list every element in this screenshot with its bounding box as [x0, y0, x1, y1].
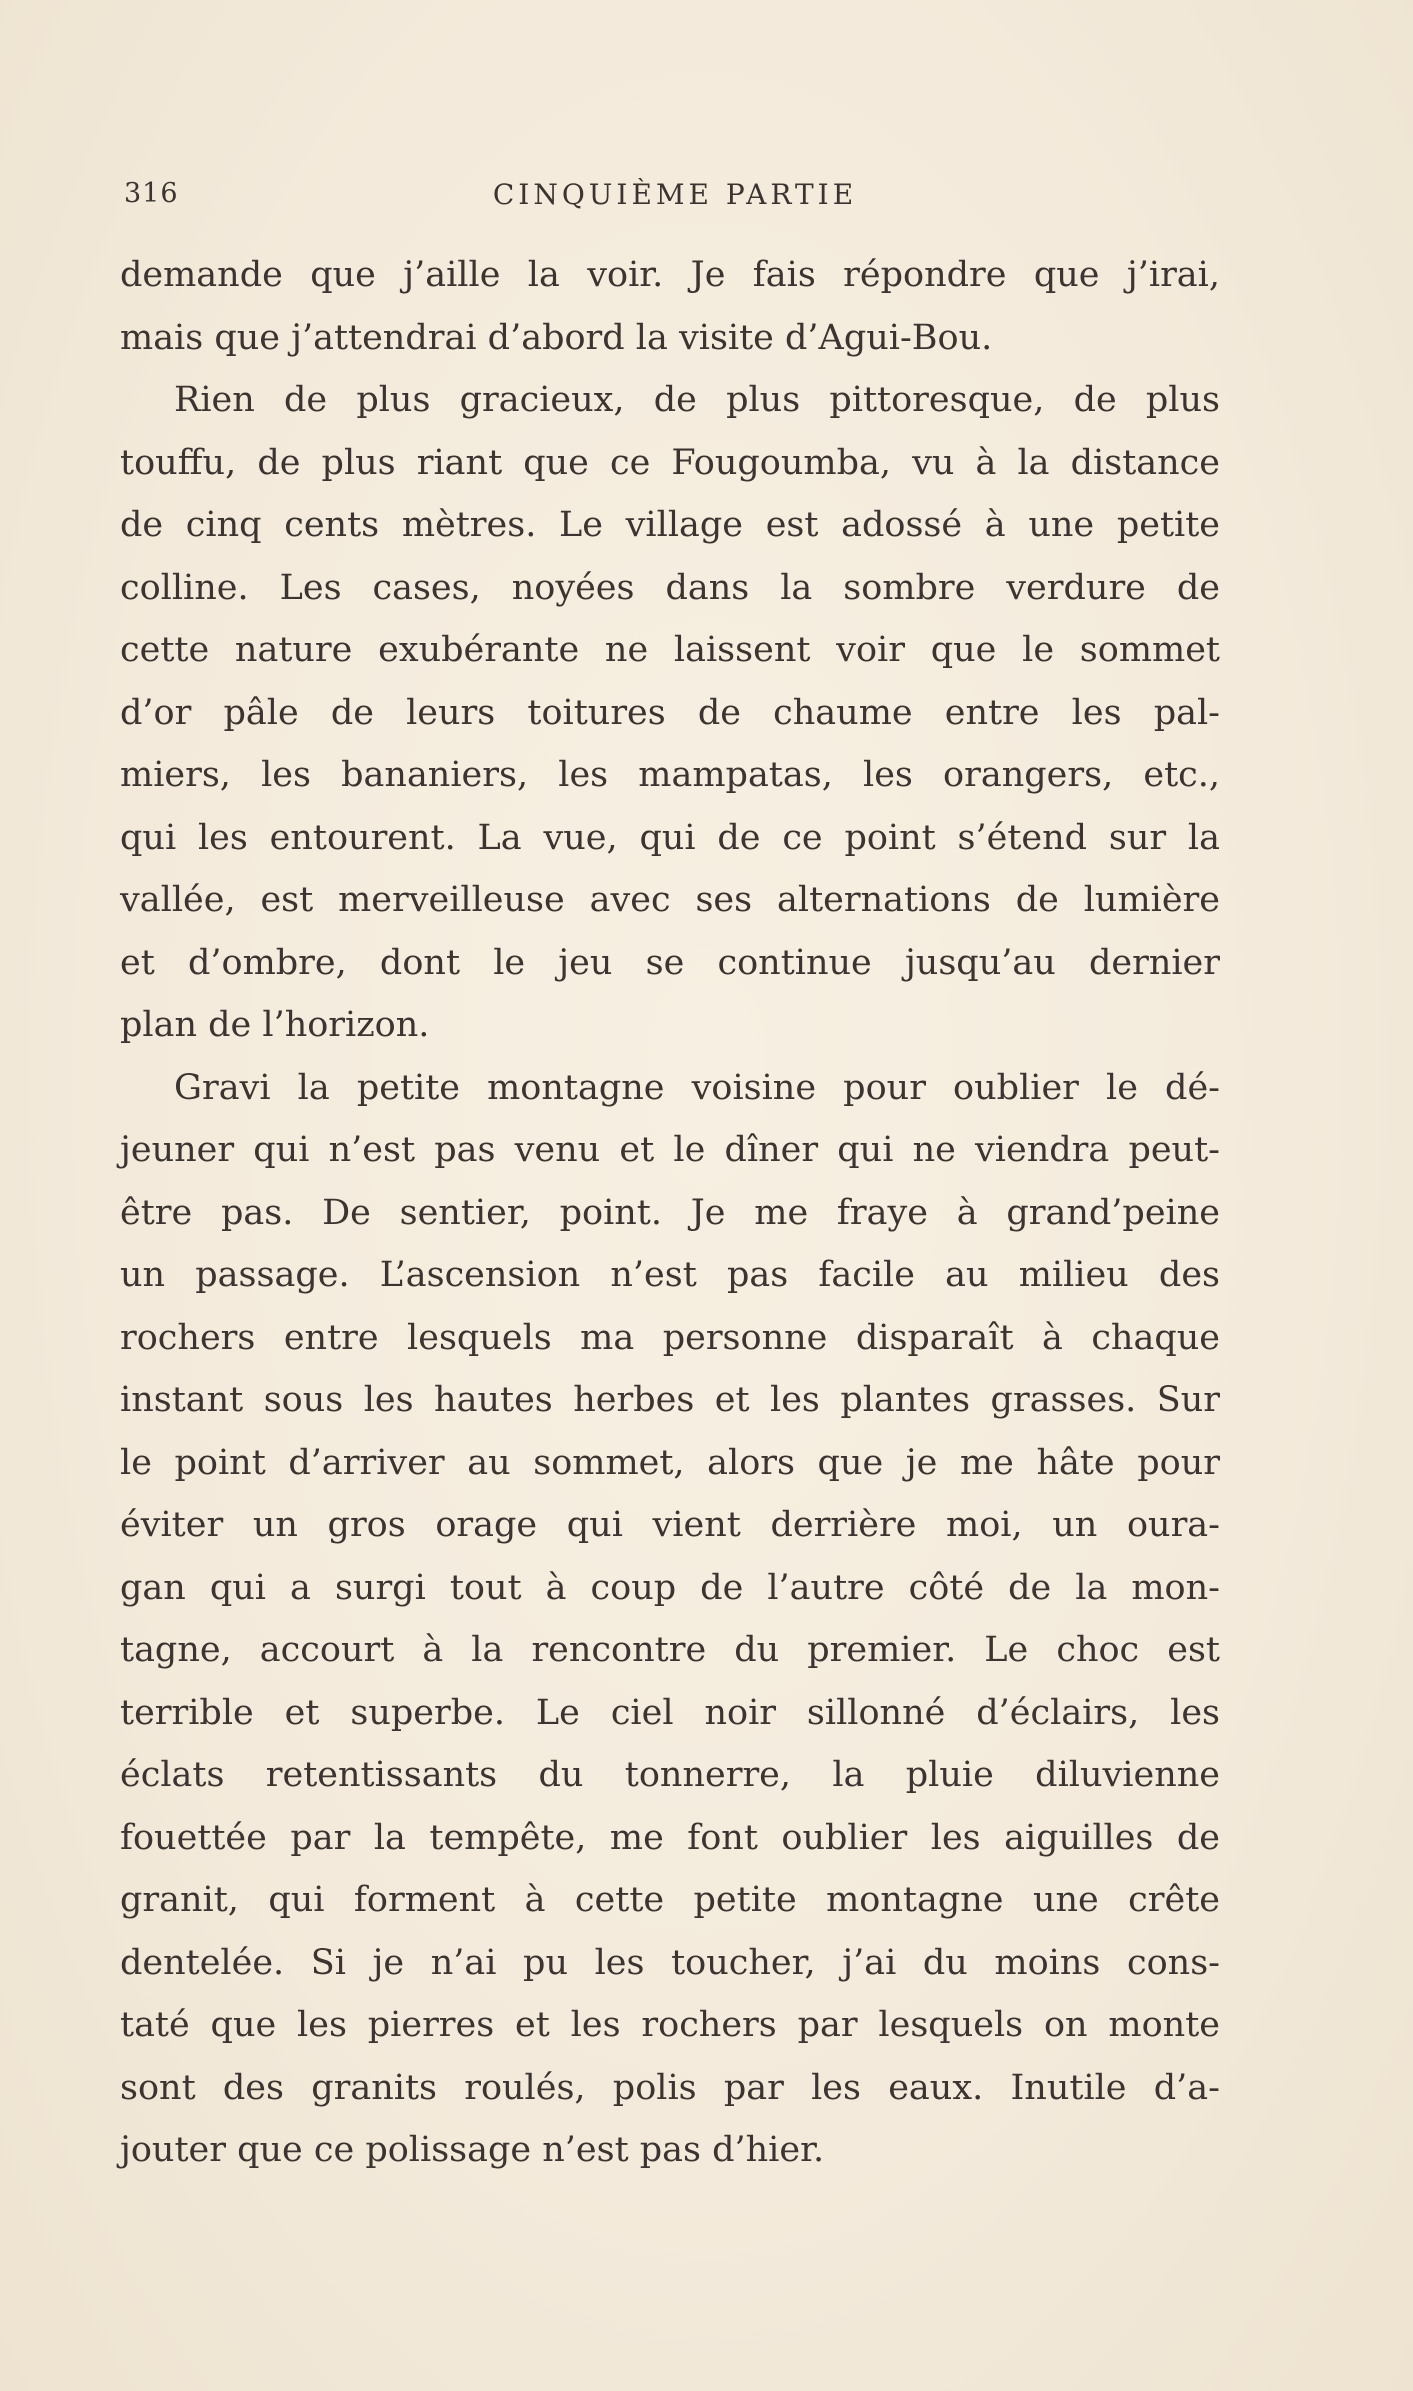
- text-line: gan qui a surgi tout à coup de l’autre côté de la mon-: [120, 1567, 1220, 1608]
- text-line: éclats retentissants du tonnerre, la pluie diluvienne: [120, 1755, 1220, 1795]
- text-line: terrible et superbe. Le ciel noir sillonné d’éclairs, les: [120, 1692, 1220, 1733]
- page-header: [120, 178, 1230, 222]
- text-line: et d’ombre, dont le jeu se continue jusqu’au dernier: [120, 942, 1220, 983]
- text-line: sont des granits roulés, polis par les eaux. Inutile d’a-: [120, 2067, 1220, 2108]
- text-line: éviter un gros orage qui vient derrière moi, un oura-: [120, 1505, 1220, 1545]
- text-line: le point d’arriver au sommet, alors que je me hâte pour: [120, 1442, 1220, 1483]
- text-line: qui les entourent. La vue, qui de ce point s’étend sur la: [120, 817, 1220, 858]
- text-line: jouter que ce polissage n’est pas d’hier.: [120, 2130, 825, 2170]
- text-line: touffu, de plus riant que ce Fougoumba, vu à la distance: [120, 442, 1220, 483]
- text-line: instant sous les hautes herbes et les plantes grasses. Sur: [120, 1380, 1220, 1420]
- text-line: vallée, est merveilleuse avec ses alternations de lumière: [120, 880, 1220, 920]
- text-line: de cinq cents mètres. Le village est adossé à une petite: [120, 505, 1220, 545]
- text-line: taté que les pierres et les rochers par lesquels on monte: [120, 2005, 1220, 2045]
- body-text: [120, 244, 1220, 2182]
- text-line: être pas. De sentier, point. Je me fraye à grand’peine: [120, 1192, 1220, 1233]
- text-line: granit, qui forment à cette petite montagne une crête: [120, 1880, 1220, 1920]
- text-line: Rien de plus gracieux, de plus pittoresque, de plus: [174, 380, 1220, 420]
- running-head: CINQUIÈME PARTIE: [492, 178, 858, 211]
- text-line: d’or pâle de leurs toitures de chaume entre les pal-: [120, 692, 1220, 733]
- text-line: tagne, accourt à la rencontre du premier. Le choc est: [120, 1630, 1220, 1670]
- text-line: mais que j’attendrai d’abord la visite d’Agui-Bou.: [120, 317, 993, 358]
- text-line: rochers entre lesquels ma personne disparaît à chaque: [120, 1317, 1220, 1358]
- text-line: un passage. L’ascension n’est pas facile au milieu des: [120, 1255, 1220, 1295]
- text-line: colline. Les cases, noyées dans la sombre verdure de: [120, 567, 1220, 608]
- text-line: jeuner qui n’est pas venu et le dîner qui ne viendra peut-: [120, 1130, 1220, 1170]
- text-line: fouettée par la tempête, me font oublier les aiguilles de: [120, 1817, 1220, 1858]
- text-line: plan de l’horizon.: [120, 1005, 430, 1045]
- page-number: 316: [124, 178, 179, 209]
- text-line: dentelée. Si je n’ai pu les toucher, j’ai du moins cons-: [120, 1942, 1220, 1983]
- text-line: Gravi la petite montagne voisine pour oublier le dé-: [174, 1067, 1220, 1108]
- text-line: miers, les bananiers, les mampatas, les orangers, etc.,: [120, 755, 1220, 795]
- text-line: cette nature exubérante ne laissent voir que le sommet: [120, 630, 1220, 670]
- text-line: demande que j’aille la voir. Je fais répondre que j’irai,: [120, 255, 1220, 295]
